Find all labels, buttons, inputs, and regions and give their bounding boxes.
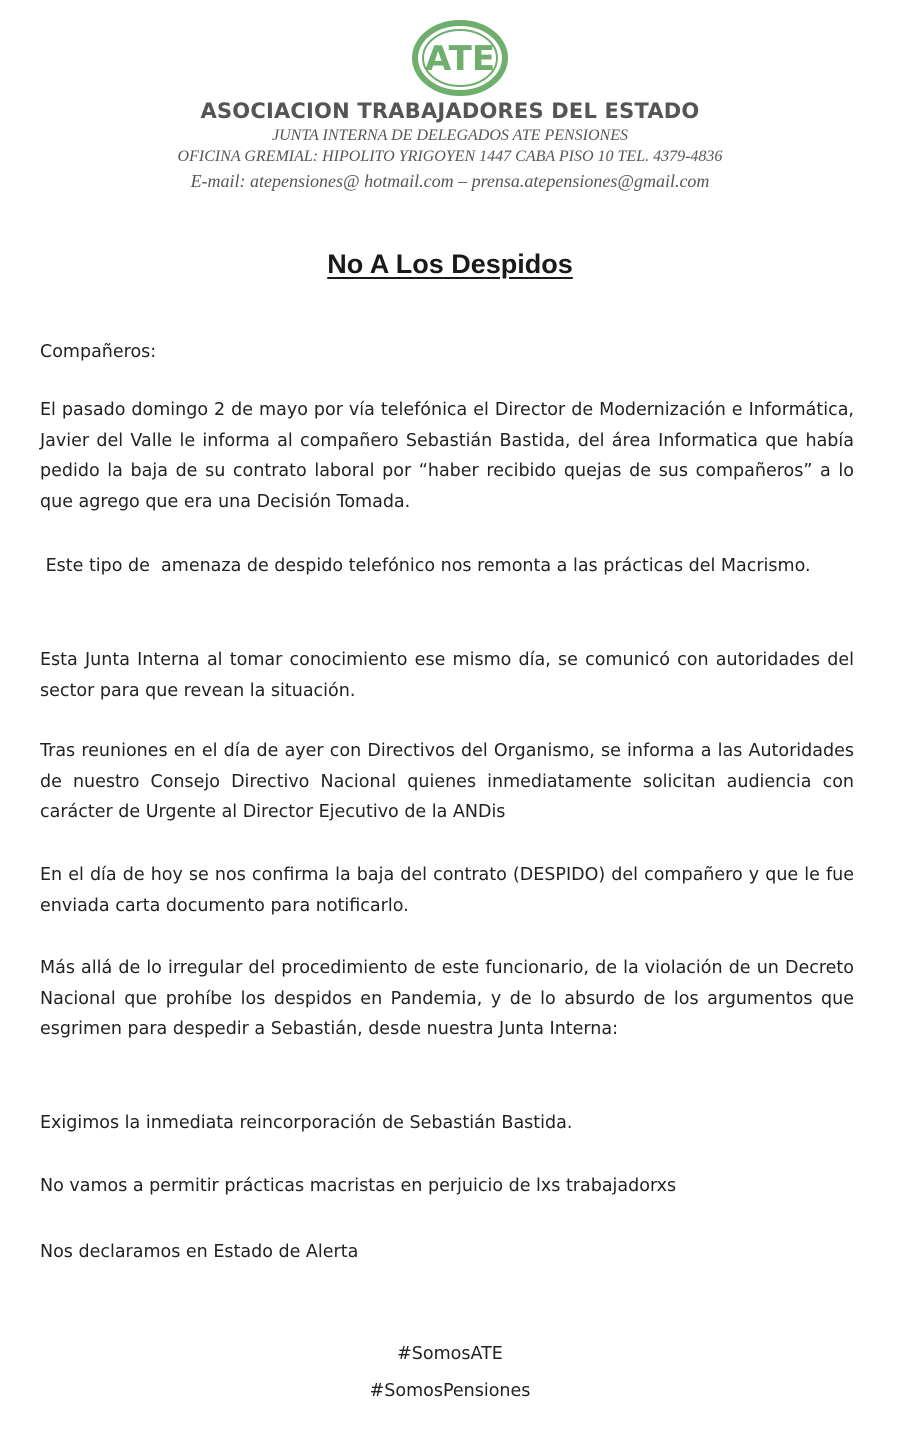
paragraph-3: Esta Junta Interna al tomar conocimiento ese mismo día, se comunicó con autoridades del sector para que revean la situación. [40,650,854,701]
header-office-address: OFICINA GREMIAL: HIPOLITO YRIGOYEN 1447 CABA PISO 10 TEL. 4379-4836 [177,148,723,165]
salutation: Compañeros: [40,342,157,362]
hashtag-somosate: #SomosATE [397,1344,503,1364]
organization-name: ASOCIACION TRABAJADORES DEL ESTADO [200,99,700,123]
paragraph-7: Exigimos la inmediata reincorporación de Sebastián Bastida. [40,1113,573,1133]
paragraph-1: El pasado domingo 2 de mayo por vía telefónica el Director de Modernización e Informática, Javier del Valle le informa al compañero Sebastián Bastida, del área Informatica que había pedido la baja de su contrato laboral por “haber recibido quejas de sus compañeros” a lo que agrego que era una Decisión Tomada. [40,400,854,512]
paragraph-9: Nos declaramos en Estado de Alerta [40,1242,359,1262]
paragraph-2: Este tipo de amenaza de despido telefónico nos remonta a las prácticas del Macrismo. [40,556,811,576]
logo-text: ATE [424,39,496,79]
hashtag-somospensiones: #SomosPensiones [369,1381,531,1401]
header-subtitle: JUNTA INTERNA DE DELEGADOS ATE PENSIONES [272,127,628,144]
document-title: No A Los Despidos [327,249,573,279]
header-email: E-mail: atepensiones@ hotmail.com – prensa.atepensiones@gmail.com [190,171,710,191]
paragraph-6: Más allá de lo irregular del procedimiento de este funcionario, de la violación de un Decreto Nacional que prohíbe los despidos en Pandemia, y de lo absurdo de los argumentos que esgrimen para despedir a Sebastián, desde nuestra Junta Interna: [40,958,854,1039]
paragraph-8: No vamos a permitir prácticas macristas en perjuicio de lxs trabajadorxs [40,1176,677,1196]
ate-logo [412,20,508,96]
paragraph-4: Tras reuniones en el día de ayer con Directivos del Organismo, se informa a las Autoridades de nuestro Consejo Directivo Nacional quienes inmediatamente solicitan audiencia con carácter de Urgente al Director Ejecutivo de la ANDis [40,741,854,822]
paragraph-5: En el día de hoy se nos confirma la baja del contrato (DESPIDO) del compañero y que le fue enviada carta documento para notificarlo. [40,865,854,916]
